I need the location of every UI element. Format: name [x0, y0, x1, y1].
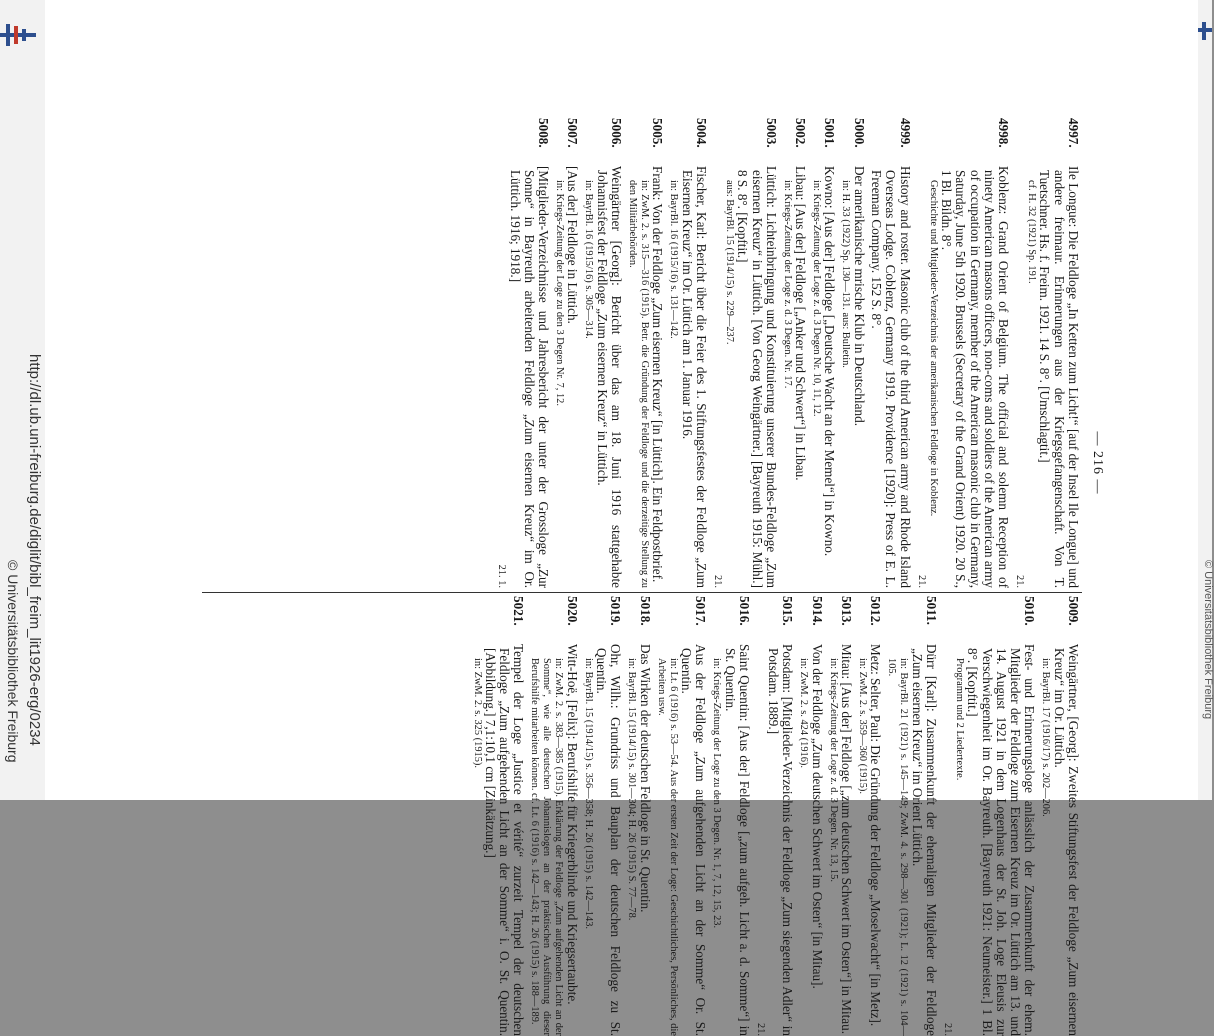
entry-marker: 21. 1.	[496, 564, 508, 588]
viewer-vertical-text	[0, 0, 45, 800]
entry-source-note: in: BayrBl. 16 (1915/16) s. 305—314.	[583, 180, 595, 339]
entry-number: 4997.	[1066, 118, 1081, 148]
entry-text: [Mitglieder-Verzeichnisse und Jahresbericht der unter der Grossloge „Zur Sonne“ in Bayreuth arbeitenden Feldloge „Zum eisernen Kreuz“ im Or. Lüttich. 1916; 1918.]	[507, 166, 552, 588]
entry-number: 5012.	[868, 596, 884, 626]
page-number: — 216 —	[1090, 431, 1105, 495]
entry-source-note: in: H. 33 (1922) Sp. 130—131. aus: Bulletin.	[840, 180, 852, 368]
entry-text: Koblenz: Grand Orient of Belgium. The official and solemn Reception of ninety American masons officers, non-coms and soldiers of the American army of occupation in Germany, member of the American masonic club in Germany, Saturday, June 5th 1920. Brussels (Secretary of the Grand Orient) 1920. 20 S., 1 Bl. Bildn. 8°.	[938, 166, 1012, 588]
right-vertical-text	[1198, 0, 1212, 800]
entry-text: Lüttich: Lichteinbringung und Konstituierung unserer Bundes-Feldloge „Zum eisernen Kreuz“ in Lüttich. [Von Georg Weingärtner.] [Bayreuth 1915: Mühl.] 8 S. 8°. [Kopftit.]	[735, 166, 779, 588]
entry-number: 5000.	[851, 118, 867, 148]
bibliography-entry	[528, 596, 578, 1036]
entry-number: 5006.	[609, 118, 625, 148]
copyright-notice: © Universitätsbibliothek Freiburg	[5, 560, 21, 763]
entry-source-note: in: Lt. 6 (1916) s. 53—54. Aus der ersten Zeit der Loge: Geschichtliches, Persönliches, die Arbeiten usw.	[655, 658, 679, 1036]
entry-text: Kowno: [Aus der] Feldloge [„Deutsche Wacht an der Memel“] in Kowno.	[822, 166, 838, 557]
entry-text: Saint Quentin: [Aus der] Feldloge [„zum aufgeh. Licht a. d. Somme“] in St. Quentin.	[722, 644, 752, 1036]
document-url[interactable]: http://dl.ub.uni-freiburg.de/diglit/bibl_freim_lit1926-erg/0234	[26, 354, 43, 746]
entry-number: 4998.	[996, 118, 1012, 148]
entry-number: 4999.	[897, 118, 913, 148]
bibliography-entry	[915, 118, 1010, 588]
entry-number: 5003.	[763, 118, 779, 148]
bibliography-entry	[582, 118, 623, 588]
entry-text: Weingärtner, [Georg]: Zweites Stiftungsfest der Feldloge „Zum eisernen Kreuz“ im Or. Lüttich.	[1051, 644, 1081, 1036]
bibliography-entry	[625, 596, 651, 1036]
bibliography-entry	[582, 596, 623, 1036]
entry-text: Der amerikanische mrische Klub in Deutschland.	[851, 166, 867, 427]
bibliography-entry	[781, 118, 807, 588]
bibliography-entry	[710, 596, 751, 1036]
bibliography-entry	[810, 118, 836, 588]
bibliography-entry	[797, 596, 823, 1036]
entry-text: Libau: [Aus der] Feldloge [„Anker und Schwert“] in Libau.	[793, 166, 809, 481]
entry-text: Witt-Hoë, [Felix]: Berufshilfe für Kriegerblinde und Kriegsertaubte.	[564, 644, 580, 1005]
entry-marker: 21.	[941, 1023, 953, 1036]
entry-source-note: cf. H. 32 (1921) Sp. 191.	[1026, 180, 1038, 284]
entry-marker: 21.	[915, 575, 927, 588]
entry-text: Von der Feldloge „Zum deutschen Schwert im Osten“ [in Mitau].	[809, 644, 825, 989]
entry-number: 5011.	[923, 596, 939, 625]
entry-source-note: in: Kriegs-Zeitung der Loge zu den 3 Degen Nr. 7, 12.	[554, 180, 566, 406]
entry-marker: 21.	[1014, 575, 1026, 588]
right-column	[200, 596, 1080, 1036]
entry-number: 5021.	[511, 596, 527, 626]
bibliography-entry	[941, 596, 1036, 1036]
right-copyright-notice: © Universitätsbibliothek Freiburg	[1202, 560, 1214, 720]
scanned-page	[45, 0, 1198, 1036]
entry-text: Weingärtner [Georg]: Bericht über das am 18. Juni 1916 stattgehabte Johannisfest der Feldloge „Zum eisernen Kreuz“ in Lüttich.	[594, 166, 625, 588]
entry-number: 5019.	[608, 596, 624, 626]
bibliography-entry	[885, 596, 938, 1036]
entry-text: Mitau: [Aus der] Feldloge [„zum deutschen Schwert im Osten“] in Mitau.	[839, 644, 855, 1035]
bibliography-entry	[655, 596, 708, 1036]
bibliography-entry	[711, 118, 778, 588]
entry-number: 5010.	[1022, 596, 1038, 626]
bibliography-entry	[827, 596, 853, 1036]
entry-source-note: in: BayrBl. 15 (1914/15) s. 356—358; H. 26 (1915) s. 142—143.	[582, 658, 594, 930]
entry-source-note: in: BayrBl. 21 (1921) s. 145—149; ZwM. 4. s. 298—301 (1921); L. 12 (1921) s. 104—105.	[886, 658, 910, 1036]
entry-number: 5016.	[736, 596, 752, 626]
bibliography-entry	[1013, 118, 1080, 588]
entry-source-note: in: ZwM. 2. s. 315—316 (1915). Betr. die Gründung der Feldloge und die derzeitige Stellung zu den Militärbehörden.	[627, 180, 651, 588]
left-column	[200, 118, 1080, 588]
entry-text: Frank: Von der Feldloge „Zum eisernen Kreuz“ [in Lüttich]. Ein Feldpostbrief.	[650, 166, 666, 583]
entry-source-note: in: ZwM. 2. s. 325 (1915).	[471, 658, 483, 768]
entry-source-note: in: BayrBl. 16 (1915/16) s. 131—142.	[668, 180, 680, 339]
entry-text: Ile Longue: Die Feldloge „In Ketten zum Licht!“ [auf der Insel Ile Longue] und andere freimaur. Erinnerungen aus der Kriegsgefangenschaft. Von T. Tuetschner. Hs. f. Freim. 1921. 14 S. 8°. [Umschlagtit.]	[1037, 166, 1081, 588]
entry-text: Aus der Feldloge „Zum aufgehenden Licht an der Somme“ Or. St. Quentin.	[678, 644, 709, 1036]
entry-text: Metz: Selter, Paul: Die Gründung der Feldloge „Moselwacht“ [in Metz].	[868, 644, 884, 1027]
entry-number: 5020.	[564, 596, 580, 626]
entry-source-note: in: Kriegs-Zeitung der Loge z. d. 3 Degen Nr. 10, 11, 12.	[811, 180, 823, 417]
entry-text: Fischer, Karl: Bericht über die Feier des 1. Stiftungsfestes der Feldloge „Zum Eisernen Kreuz“ im Or. Lüttich am 1. Januar 1916.	[679, 166, 709, 588]
bibliography-entry	[495, 118, 550, 588]
entry-source-note: in: Kriegs-Zeitung der Loge zu den 3 Degen. Nr. 1, 7, 12, 15, 23.	[711, 658, 723, 929]
entry-source-note: in: BayrBl. 17 (1916/17) s. 202—206.	[1040, 658, 1052, 817]
entry-number: 5005.	[650, 118, 666, 148]
entry-text: [Aus der] Feldloge in Lüttich.	[565, 166, 581, 324]
entry-number: 5004.	[693, 118, 709, 148]
entry-number: 5001.	[822, 118, 838, 148]
entry-text: Tempel der Loge „Justice et vérité“ zurzeit Tempel der deutschen Feldloge „Zum aufgehenden Licht an der Somme“ i. O. St. Quentin. [Abbildung.] 7,1:10,1 cm [Zinkätzung.]	[482, 644, 527, 1036]
entry-text: Fest- und Erinnerungsloge anlässlich der Zusammenkunft der ehem. Mitglieder der Feldloge zum Eisernen Kreuz im Or. Lüttich am 13. und 14. August 1921 in dem Logenhaus der St. Joh. Loge Eleusis zur Verschwiegenheit im Or. Bayreuth. [Bayreuth 1921: Neumeister.] 1 Bl. 8°. [Kopftit.]	[965, 644, 1038, 1036]
entry-source-note: in: ZwM. 2. s. 424 (1916).	[798, 658, 810, 768]
entry-text: History and roster. Masonic club of the third American army and Rhode Island Overseas Lodge. Coblenz, Germany 1919. Providence [1920]: Press of E. L. Freeman Company. 152 S. 8°.	[869, 166, 913, 588]
bibliography-entry	[1039, 596, 1080, 1036]
bibliography-entry	[754, 596, 795, 1036]
bibliography-entry	[856, 596, 882, 1036]
entry-number: 5009.	[1066, 596, 1081, 626]
bibliography-entry	[869, 118, 912, 588]
rotated-page-content	[200, 118, 1110, 1036]
entry-source-note: in: ZwM. 2. s. 359—360 (1915).	[857, 658, 869, 794]
bibliography-entry	[626, 118, 664, 588]
entry-marker: 21.	[711, 575, 723, 588]
bibliography-entry	[471, 596, 526, 1036]
entry-number: 5013.	[839, 596, 855, 626]
entry-marker: 21.	[754, 1023, 766, 1036]
entry-source-note: in: Kriegs-Zeitung der Loge z. d. 3 Degen. Nr. 13, 15.	[827, 658, 839, 882]
entry-source-note: Programm und 2 Liedertexte.	[953, 658, 965, 781]
left-margin-strip	[0, 0, 45, 800]
bibliography-entry	[667, 118, 708, 588]
entry-text: Ohr, Wilh.: Grundriss und Bauplan der deutschen Feldloge zu St. Quentin.	[594, 644, 624, 1036]
entry-number: 5018.	[637, 596, 653, 626]
entry-text: Das Wirken der deutschen Feldloge in St. Quentin.	[637, 644, 653, 913]
entry-number: 5007.	[565, 118, 581, 148]
bibliography-entry	[553, 118, 579, 588]
entry-number: 5002.	[793, 118, 809, 148]
entry-number: 5014.	[809, 596, 825, 626]
entry-source-note: in: Kriegs-Zeitung der Loge z. d. 3 Degen. Nr. 17.	[781, 180, 793, 389]
entry-source-note: in: ZwM. 2. s. 383—385 (1915). Erklärung der Feldloge „Zum aufgehenden Licht an der Somme“, wie alle deutschen Johannislogen an der praktischen Ausführung dieser Berufshilfe mitarbeiten können. cf. Lt. 6 (1916) s. 142—143; H. 26 (1915) s. 188—189.	[529, 658, 565, 1036]
entry-text: Dürr [Karl]: Zusammenkunft der ehemaligen Mitglieder der Feldloge „Zum eisernen Kreuz“ im Orient Lüttich.	[909, 644, 939, 1036]
bibliography-entry	[839, 118, 865, 588]
entry-source-note: in: BayrBl. 15 (1914/15) s. 301—304; H. 26 (1915) S. 77—78.	[626, 658, 638, 921]
entry-source-note: Geschichte und Mitglieder-Verzeichnis der amerikanischen Feldloge in Koblenz.	[927, 180, 939, 517]
right-margin-strip	[1198, 0, 1212, 800]
column-divider	[202, 592, 1082, 593]
entry-text: Potsdam: [Mitglieder-Verzeichnis der Feldloge „Zum siegenden Adler“ in Potsdam. 1889.]	[766, 644, 796, 1036]
entry-number: 5008.	[536, 118, 552, 148]
entry-source-note: aus: BayrBl. 15 (1914/15) s. 229—237.	[723, 180, 735, 345]
entry-number: 5017.	[693, 596, 709, 626]
entry-number: 5015.	[780, 596, 796, 626]
